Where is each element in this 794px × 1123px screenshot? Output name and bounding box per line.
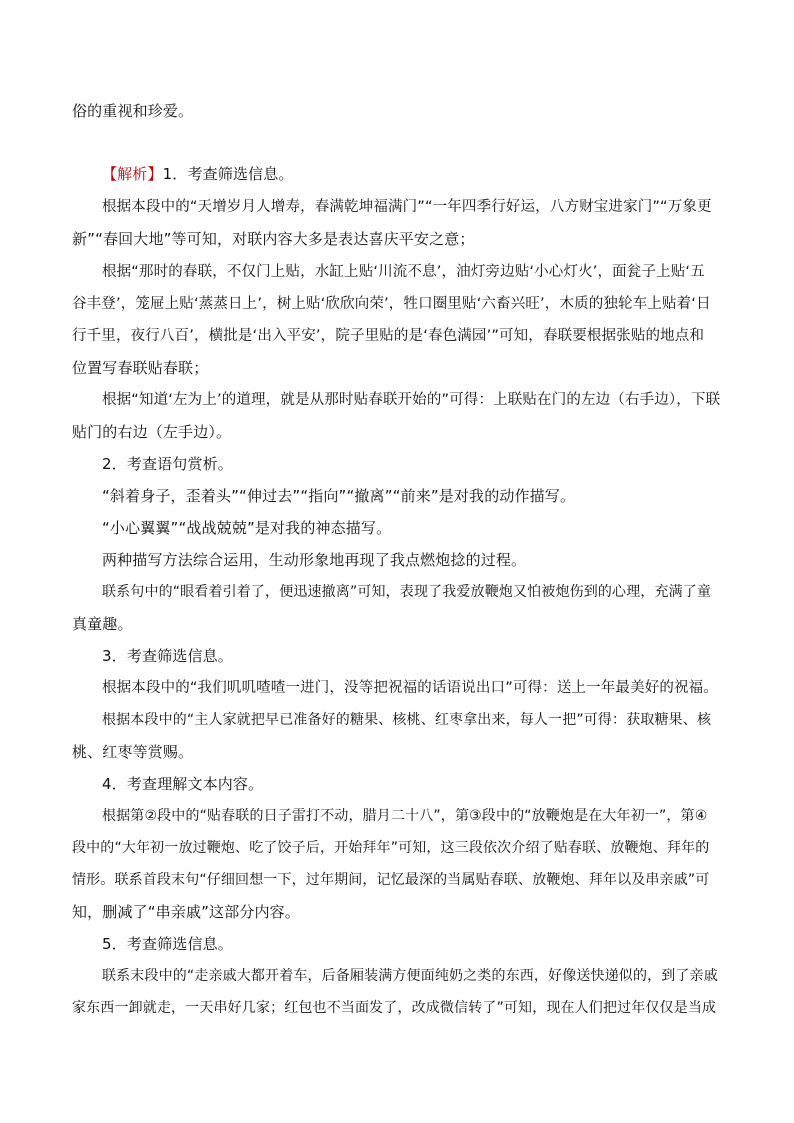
text-line: “小心翼翼”“战战兢兢”是对我的神态描写。: [102, 519, 392, 537]
text-line: 贴门的右边（左手边）。: [72, 423, 232, 441]
text-line: 根据“知道‘左为上’的道理，就是从那时贴春联开始的”可得：上联贴在门的左边（右手边），下联: [102, 392, 721, 408]
question-1-heading: 1．考查筛选信息。: [162, 165, 294, 183]
text-line: 家东西一卸就走，一天串好几家；红包也不当面发了，改成微信转了”可知，现在人们把过年仅仅是当成: [72, 1000, 717, 1016]
text-line: 位置写春联贴春联；: [72, 359, 209, 377]
text-line: “斜着身子，歪着头”“伸过去”“指向”“撤离”“前来”是对我的动作描写。: [102, 487, 576, 505]
text-line: 根据本段中的“我们叽叽喳喳一进门，没等把祝福的话语说出口”可得：送上一年最美好的祝福。: [102, 680, 718, 696]
text-line: 谷丰登’，笼屉上贴‘蒸蒸日上’，树上贴‘欣欣向荣’，牲口圈里贴‘六畜兴旺’，木质的独轮车上贴着‘日: [72, 296, 711, 312]
text-line: 根据第②段中的“贴春联的日子雷打不动，腊月二十八”，第③段中的“放鞭炮是在大年初一”，第④: [102, 808, 708, 824]
text-line: 俗的重视和珍爱。: [72, 102, 194, 120]
text-line: 根据本段中的“主人家就把早已准备好的糖果、核桃、红枣拿出来，每人一把”可得：获取糖果、核: [102, 712, 712, 728]
text-line: 行千里，夜行八百’，横批是‘出入平安’，院子里贴的是‘春色满园’”可知，春联要根据张贴的地点和: [72, 328, 705, 344]
text-line: 新”“春回大地”等可知，对联内容大多是表达喜庆平安之意；: [72, 230, 475, 248]
text-line: 联系句中的“眼看着引着了，便迅速撤离”可知，表现了我爱放鞭炮又怕被炮伤到的心理，充满了童: [102, 584, 712, 600]
analysis-label: 【解析】: [102, 165, 163, 183]
question-5-heading: 5．考查筛选信息。: [102, 935, 233, 953]
text-line: 桃、红枣等赏赐。: [72, 743, 194, 761]
text-line: 两种描写方法综合运用，生动形象地再现了我点燃炮捻的过程。: [102, 551, 527, 569]
question-2-heading: 2．考查语句赏析。: [102, 455, 233, 473]
text-line: 段中的“大年初一放过鞭炮、吃了饺子后，开始拜年”可知，这三段依次介绍了贴春联、放鞭炮、拜年的: [72, 840, 710, 856]
text-line: 根据“那时的春联，不仅门上贴，水缸上贴‘川流不息’，油灯旁边贴‘小心灯火’，面瓮子上贴‘五: [102, 264, 705, 280]
text-line: 真童趣。: [72, 615, 133, 633]
analysis-heading: [102, 164, 724, 184]
text-line: 情形。联系首段末句“仔细回想一下，过年期间，记忆最深的当属贴春联、放鞭炮、拜年以及串亲戚”可: [72, 872, 710, 888]
question-3-heading: 3．考查筛选信息。: [102, 647, 233, 665]
question-4-heading: 4．考查理解文本内容。: [102, 775, 264, 793]
text-line: 知，删减了“串亲戚”这部分内容。: [72, 903, 300, 921]
text-line: 联系末段中的“走亲戚大都开着车，后备厢装满方便面纯奶之类的东西，好像送快递似的，到了亲戚: [102, 968, 718, 984]
text-line: 根据本段中的“天增岁月人增寿，春满乾坤福满门”“一年四季行好运，八方财宝进家门”“万象更: [102, 199, 712, 215]
